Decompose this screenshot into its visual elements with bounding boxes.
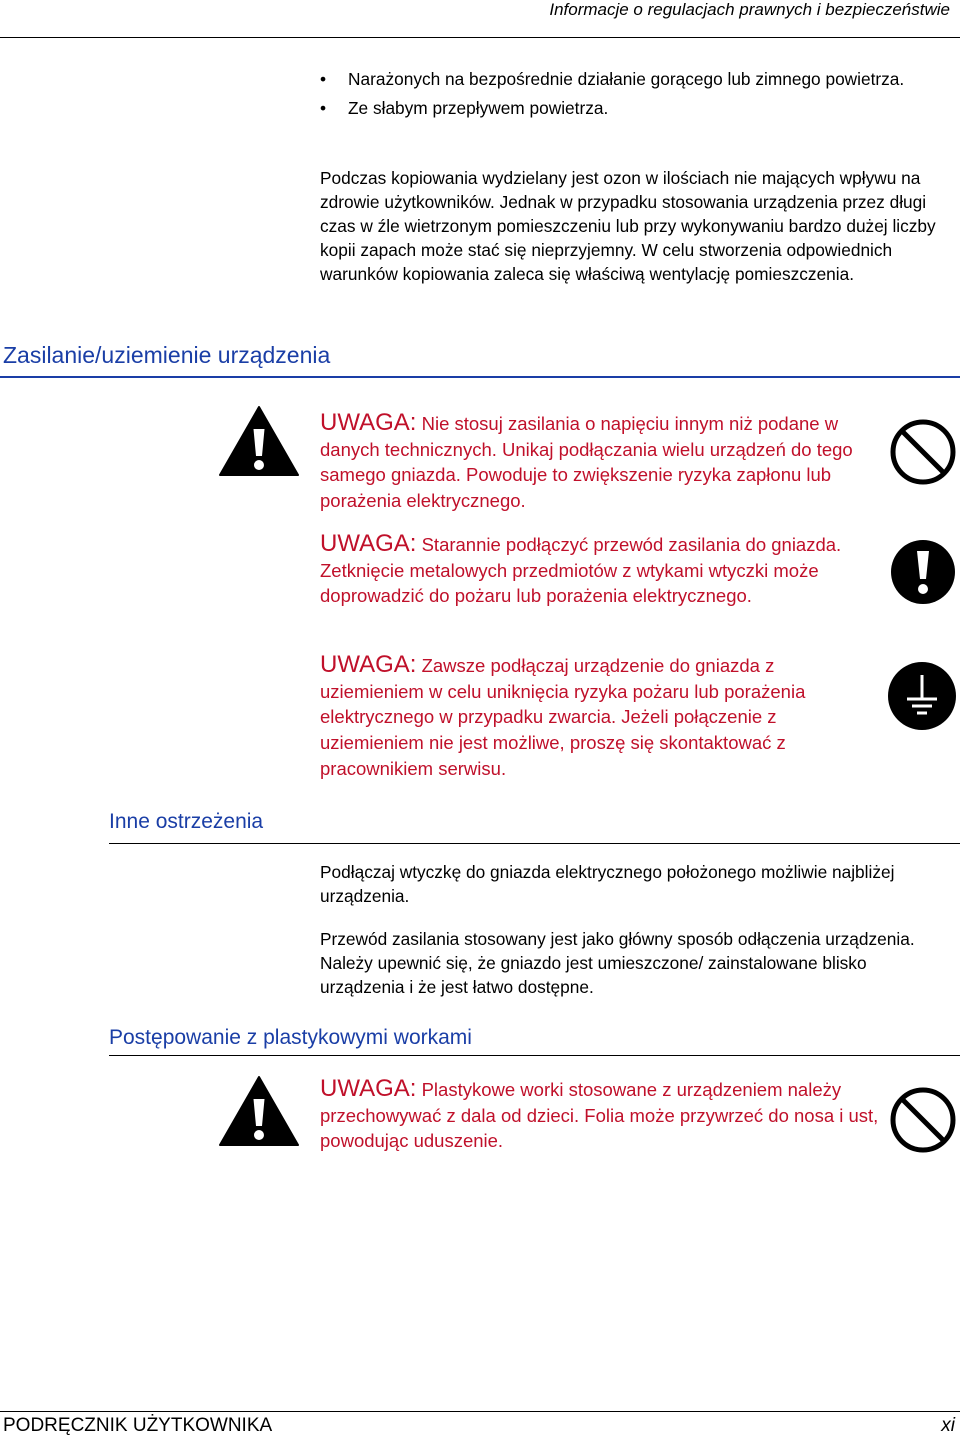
list-item (320, 67, 920, 91)
mandatory-action-icon (890, 539, 956, 605)
warning-text: Starannie podłączyć przewód zasilania do gniazda. Zetknięcie metalowych przedmiotów z wtykami wtyczki może doprowadzić do pożaru lub porażenia elektrycznego. (320, 534, 842, 607)
warning-text: Zawsze podłączaj urządzenie do gniazda z uziemieniem w celu uniknięcia ryzyka pożaru lub porażenia elektrycznego w przypadku zwarcia. Jeżeli połączenie z uziemieniem nie jest możliwe, proszę się skontaktować z pracownikiem serwisu. (320, 655, 806, 779)
list-item (320, 96, 920, 120)
page-number: xi (941, 1415, 955, 1436)
warning-block-ground (320, 652, 880, 782)
warning-label: UWAGA: (320, 651, 417, 678)
header-rule (0, 37, 960, 38)
prohibition-icon (889, 1086, 957, 1154)
prohibition-icon (889, 418, 957, 486)
section-heading-other: Inne ostrzeżenia (109, 810, 264, 833)
bullet-text: Narażonych na bezpośrednie działanie gorącego lub zimnego powietrza. (348, 69, 905, 89)
section-rule-power (0, 376, 960, 378)
other-paragraph-2: Przewód zasilania stosowany jest jako główny sposób odłączenia urządzenia. Należy upewnić się, że gniazdo jest umieszczone/ zainstalowane blisko urządzenia i że jest łatwo dostępne. (320, 929, 915, 997)
warning-triangle-icon (218, 405, 300, 477)
bullet-symbol: • (320, 98, 327, 118)
warning-text: Nie stosuj zasilania o napięciu innym niż podane w danych technicznych. Unikaj podłączania wielu urządzeń do tego samego gniazda. Powoduje to zwiększenie ryzyka zapłonu lub porażenia elektrycznego. (320, 413, 853, 512)
ground-icon (887, 661, 957, 731)
footer-manual-title: PODRĘCZNIK UŻYTKOWNIKA (3, 1415, 273, 1436)
warning-text: Plastykowe worki stosowane z urządzeniem należy przechowywać z dala od dzieci. Folia może przywrzeć do nosa i ust, powodując uduszenie. (320, 1079, 879, 1152)
section-rule-other (109, 843, 960, 844)
bullet-symbol: • (320, 69, 327, 89)
section-heading-plastic: Postępowanie z plastykowymi workami (109, 1026, 472, 1049)
ozone-paragraph: Podczas kopiowania wydzielany jest ozon w ilościach nie mających wpływu na zdrowie użytkowników. Jednak w przypadku stosowania urządzenia przez długi czas w źle wietrzonym pomieszczeniu lub przy wykonywaniu bardzo dużej liczby kopii zapach może stać się nieprzyjemny. W celu stworzenia odpowiednich warunków kopiowania zaleca się właściwą wentylację pomieszczenia. (320, 168, 936, 284)
footer-rule (0, 1411, 960, 1412)
warning-label: UWAGA: (320, 1075, 417, 1102)
section-rule-plastic (109, 1055, 960, 1056)
warning-label: UWAGA: (320, 409, 417, 436)
warning-triangle-icon (218, 1075, 300, 1147)
warning-block-plug (320, 531, 880, 609)
section-heading-power: Zasilanie/uziemienie urządzenia (3, 342, 331, 368)
warning-label: UWAGA: (320, 530, 417, 557)
warning-block-plastic (320, 1076, 880, 1154)
running-header: Informacje o regulacjach prawnych i bezpieczeństwie (549, 0, 950, 19)
bullet-text: Ze słabym przepływem powietrza. (348, 98, 609, 118)
bullet-list (320, 67, 920, 120)
warning-block-voltage (320, 410, 880, 514)
other-paragraph-1: Podłączaj wtyczkę do gniazda elektrycznego położonego możliwie najbliżej urządzenia. (320, 862, 895, 906)
